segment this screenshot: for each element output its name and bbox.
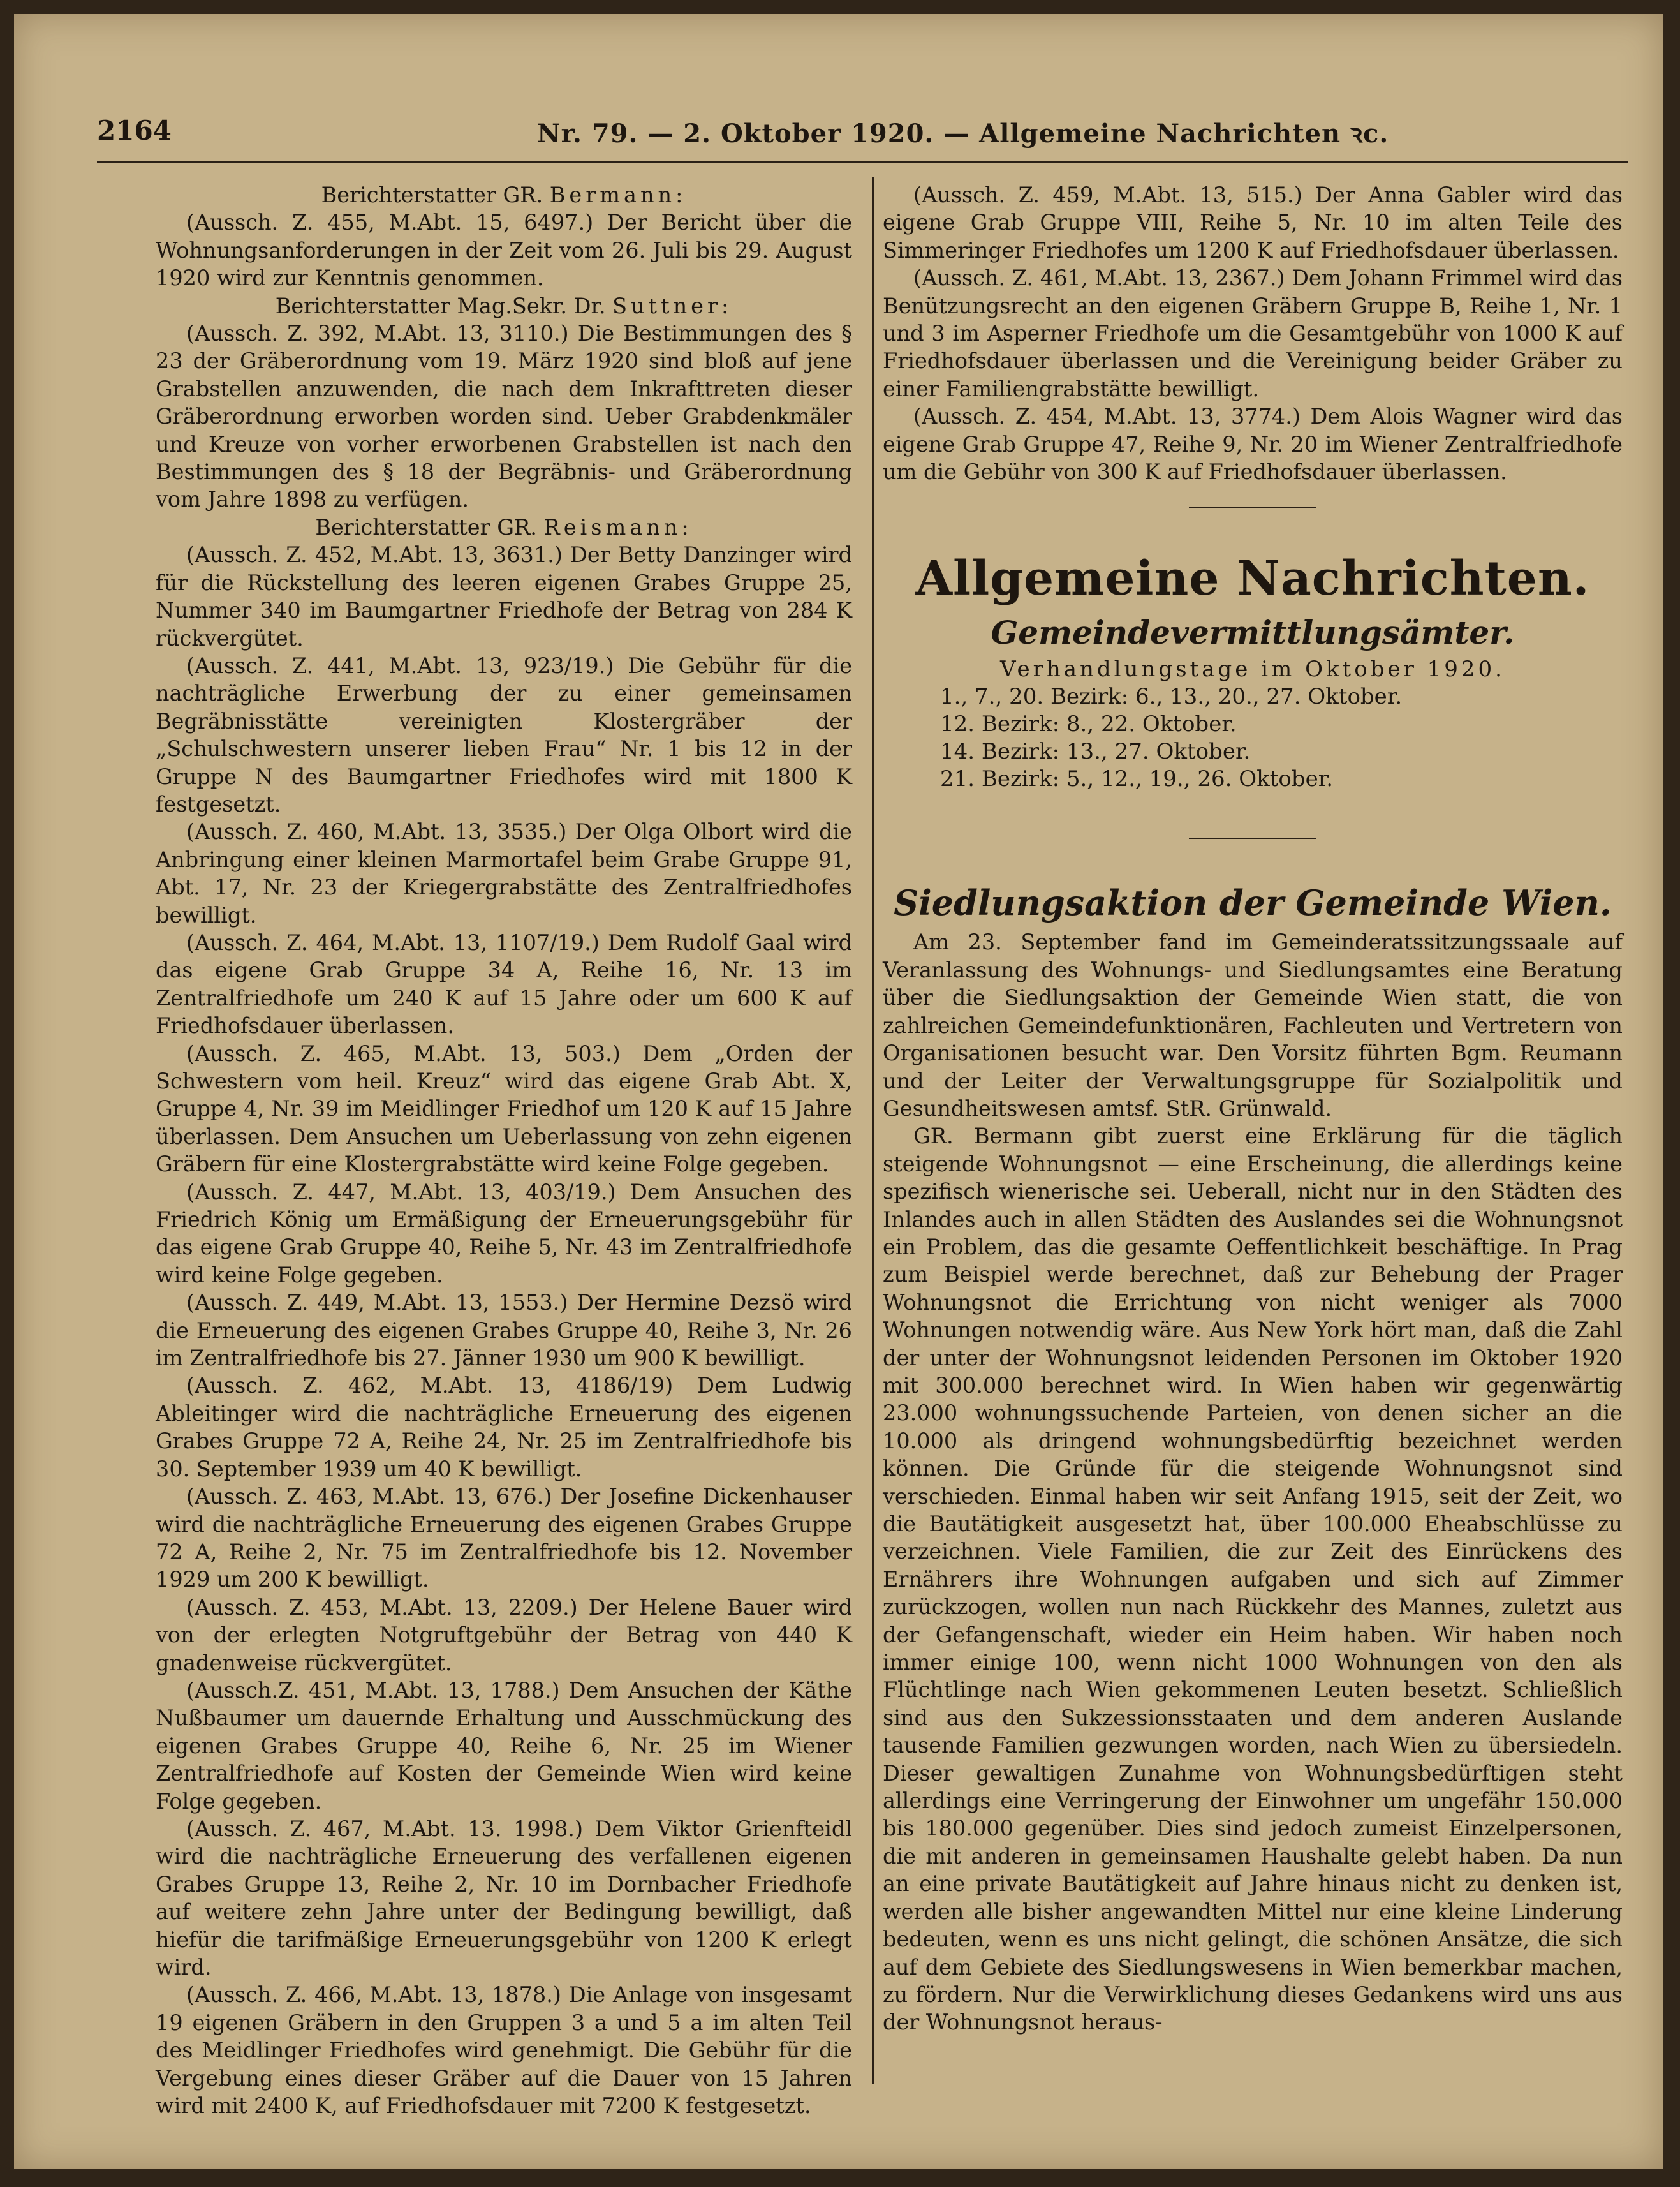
- reporter-name: Bermann:: [549, 182, 687, 207]
- running-title: Nr. 79. — 2. Oktober 1920. — Allgemeine Nachrichten ꝛc.: [537, 119, 1389, 149]
- section-subtitle: Gemeindevermittlungsämter.: [991, 614, 1515, 652]
- column-divider: [872, 177, 874, 2084]
- resolution-paragraph: (Aussch. Z. 467, M.Abt. 13. 1998.) Dem Viktor Grienfteidl wird die nachträgliche Erneuerung des verfallenen eigenen Grabes Gruppe 13, Reihe 2, Nr. 10 im Dornbacher Friedhofe auf weitere zehn Jahre unter der Bedingung bewilligt, daß hiefür die tarifmäßige Erneuerungsgebühr von 1200 K erlegt wird.: [156, 1816, 852, 1980]
- right-column-paragraphs: [883, 181, 1623, 486]
- reporter-heading: [156, 181, 852, 209]
- article-paragraph: GR. Bermann gibt zuerst eine Erklärung für die täglich steigende Wohnungsnot — eine Erscheinung, die allerdings keine spezifisch wienerische sei. Ueberall, nicht nur in den Städten des Inlandes auch in allen Städten des Auslandes sei die Wohnungsnot ein Problem, das die gesamte Oeffentlichkeit beschäftige. In Prag zum Beispiel werde berechnet, daß zur Behebung der Prager Wohnungsnot die Errichtung von nicht weniger als 7000 Wohnungen notwendig wäre. Aus New York hört man, daß die Zahl der unter der Wohnungsnot leidenden Personen im Oktober 1920 mit 300.000 berechnet wird. In Wien haben wir gegenwärtig 23.000 wohnungssuchende Parteien, von denen sicher an die 10.000 als dringend wohnungsbedürftig bezeichnet werden können. Die Gründe für die steigende Wohnungsnot sind verschieden. Einmal haben wir seit Anfang 1915, seit der Zeit, wo die Bautätigkeit ausgesetzt hat, über 100.000 Eheabschlüsse zu verzeichnen. Viele Familien, die zur Zeit des Einrückens des Ernährers ihre Wohnungen aufgaben und sich auf Zimmer zurückzogen, wollen nun nach Rückkehr des Mannes, zuletzt aus der Gefangenschaft, wieder ein Heim haben. Wir haben noch immer einige 100, wenn nicht 1000 Wohnungen von den als Flüchtlinge nach Wien gekommenen Leuten besetzt. Schließlich sind aus den Sukzessionsstaaten und dem anderen Auslande tausende Familien gezwungen worden, nach Wien zu übersiedeln. Dieser gewaltigen Zunahme von Wohnungsbedürftigen steht allerdings eine Verringerung der Einwohner um ungefähr 150.000 bis 180.000 gegenüber. Dies sind jedoch zumeist Einzelpersonen, die mit anderen in gemeinsamen Haushalte gelebt haben. Da nun an eine private Bautätigkeit auf Jahre hinaus nicht zu denken ist, werden alle bisher angewandten Mittel nur eine kleine Linderung bedeuten, wenn es uns nicht gelingt, die schönen Ansätze, die sich auf dem Gebiete des Siedlungswesens in Wien bemerkbar machen, zu fördern. Nur die Verwirklichung dieses Gedankens wird uns aus der Wohnungsnot heraus-: [883, 1123, 1623, 2035]
- schedule-item: 12. Bezirk: 8., 22. Oktober.: [940, 711, 1237, 738]
- schedule-list: [883, 683, 1623, 793]
- article-body: [883, 928, 1623, 2036]
- schedule-item: 21. Bezirk: 5., 12., 19., 26. Oktober.: [940, 766, 1334, 792]
- schedule-item: 1., 7., 20. Bezirk: 6., 13., 20., 27. Oktober.: [940, 684, 1403, 710]
- resolution-paragraph: (Aussch. Z. 461, M.Abt. 13, 2367.) Dem Johann Frimmel wird das Benützungsrecht an den eigenen Gräbern Gruppe B, Reihe 1, Nr. 1 und 3 im Asperner Friedhofe um die Gesamtgebühr von 1000 K auf Friedhofsdauer überlassen und die Vereinigung beider Gräber zu einer Familiengrabstätte bewilligt.: [883, 265, 1623, 401]
- resolution-paragraph: (Aussch. Z. 392, M.Abt. 13, 3110.) Die Bestimmungen des § 23 der Gräberordnung vom 19. März 1920 sind bloß auf jene Grabstellen anzuwenden, die nach dem Inkrafttreten dieser Gräberordnung erworben worden sind. Ueber Grabdenkmäler und Kreuze von vorher erworbenen Grabstellen ist nach den Bestimmungen des § 18 der Begräbnis- und Gräberordnung vom Jahre 1898 zu verfügen.: [156, 321, 852, 512]
- header-rule: [97, 161, 1628, 163]
- reporter-name: Reismann:: [543, 514, 693, 540]
- reporter-name: Suttner:: [612, 293, 733, 318]
- resolution-paragraph: (Aussch. Z. 466, M.Abt. 13, 1878.) Die Anlage von insgesamt 19 eigenen Gräbern in den Gruppen 3 a und 5 a im alten Teil des Meidlinger Friedhofes wird genehmigt. Die Gebühr für die Vergebung eines dieser Gräber auf die Dauer von 15 Jahren wird mit 2400 K, auf Friedhofsdauer mit 7200 K festgesetzt.: [156, 1982, 852, 2119]
- article-title: Siedlungsaktion der Gemeinde Wien.: [894, 882, 1612, 924]
- resolution-paragraph: (Aussch. Z. 453, M.Abt. 13, 2209.) Der Helene Bauer wird von der erlegten Notgruftgebühr der Betrag von 440 K gnadenweise rückvergütet.: [156, 1594, 852, 1675]
- schedule-title: Verhandlungstage im Oktober 1920.: [1000, 656, 1505, 683]
- resolution-paragraph: (Aussch. Z. 463, M.Abt. 13, 676.) Der Josefine Dickenhauser wird die nachträgliche Erneuerung des eigenen Grabes Gruppe 72 A, Reihe 2, Nr. 75 im Zentralfriedhofe bis 12. November 1929 um 200 K bewilligt.: [156, 1484, 852, 1592]
- resolution-paragraph: (Aussch. Z. 452, M.Abt. 13, 3631.) Der Betty Danzinger wird für die Rückstellung des leeren eigenen Grabes Gruppe 25, Nummer 340 im Baumgartner Friedhofe der Betrag von 284 K rückvergütet.: [156, 542, 852, 651]
- left-column: [156, 181, 852, 2119]
- resolution-paragraph: (Aussch. Z. 447, M.Abt. 13, 403/19.) Dem Ansuchen des Friedrich König um Ermäßigung der Erneuerungsgebühr für das eigene Grab Gruppe 40, Reihe 5, Nr. 43 im Zentralfriedhofe wird keine Folge gegeben.: [156, 1179, 852, 1287]
- resolution-paragraph: (Aussch.Z. 451, M.Abt. 13, 1788.) Dem Ansuchen der Käthe Nußbaumer um dauernde Erhaltung und Ausschmückung des eigenen Grabes Gruppe 40, Reihe 6, Nr. 25 im Wiener Zentralfriedhofe auf Kosten der Gemeinde Wien wird keine Folge gegeben.: [156, 1677, 852, 1814]
- section-rule: [1189, 507, 1316, 508]
- page-header: [97, 115, 1628, 151]
- schedule-item: 14. Bezirk: 13., 27. Oktober.: [940, 739, 1251, 765]
- page-number: 2164: [97, 115, 172, 146]
- resolution-paragraph: (Aussch. Z. 465, M.Abt. 13, 503.) Dem „Orden der Schwestern vom heil. Kreuz“ wird das eigene Grab Abt. X, Gruppe 4, Nr. 39 im Meidlinger Friedhof um 120 K auf 15 Jahre überlassen. Dem Ansuchen um Ueberlassung von zehn eigenen Gräbern für eine Klostergrabstätte wird keine Folge gegeben.: [156, 1041, 852, 1177]
- section-title: Allgemeine Nachrichten.: [915, 551, 1590, 607]
- resolution-paragraph: (Aussch. Z. 459, M.Abt. 13, 515.) Der Anna Gabler wird das eigene Grab Gruppe VIII, Reihe 5, Nr. 10 im alten Teile des Simmeringer Friedhofes um 1200 K auf Friedhofsdauer überlassen.: [883, 182, 1623, 263]
- resolution-paragraph: (Aussch. Z. 462, M.Abt. 13, 4186/19) Dem Ludwig Ableitinger wird die nachträgliche Erneuerung des eigenen Grabes Gruppe 72 A, Reihe 24, Nr. 25 im Zentralfriedhofe bis 30. September 1939 um 40 K bewilligt.: [156, 1373, 852, 1481]
- reporter-label: Berichterstatter GR.: [315, 514, 544, 540]
- resolution-paragraph: (Aussch. Z. 454, M.Abt. 13, 3774.) Dem Alois Wagner wird das eigene Grab Gruppe 47, Reihe 9, Nr. 20 im Wiener Zentralfriedhofe um die Gebühr von 300 K auf Friedhofsdauer überlassen.: [883, 404, 1623, 485]
- article-rule: [1189, 838, 1316, 839]
- resolution-paragraph: (Aussch. Z. 460, M.Abt. 13, 3535.) Der Olga Olbort wird die Anbringung einer kleinen Marmortafel beim Grabe Gruppe 91, Abt. 17, Nr. 23 der Kriegergrabstätte des Zentralfriedhofes bewilligt.: [156, 819, 852, 928]
- reporter-heading: [156, 292, 852, 320]
- newspaper-page: [14, 14, 1663, 2169]
- resolution-paragraph: (Aussch. Z. 441, M.Abt. 13, 923/19.) Die Gebühr für die nachträgliche Erwerbung der zu einer gemeinsamen Begräbnisstätte vereinigten Klostergräber der „Schulschwestern unserer lieben Frau“ Nr. 1 bis 12 in der Gruppe N des Baumgartner Friedhofes wird mit 1800 K festgesetzt.: [156, 653, 852, 817]
- article-paragraph: Am 23. September fand im Gemeinderatssitzungssaale auf Veranlassung des Wohnungs- und Siedlungsamtes eine Beratung über die Siedlungsaktion der Gemeinde Wien statt, die von zahlreichen Gemeindefunktionären, Fachleuten und Vertretern von Organisationen besucht war. Den Vorsitz führten Bgm. Reumann und der Leiter der Verwaltungsgruppe für Sozialpolitik und Gesundheitswesen amtsf. StR. Grünwald.: [883, 930, 1623, 1121]
- reporter-label: Berichterstatter Mag.Sekr. Dr.: [275, 293, 613, 318]
- reporter-label: Berichterstatter GR.: [321, 182, 550, 207]
- resolution-paragraph: (Aussch. Z. 449, M.Abt. 13, 1553.) Der Hermine Dezsö wird die Erneuerung des eigenen Grabes Gruppe 40, Reihe 3, Nr. 26 im Zentralfriedhofe bis 27. Jänner 1930 um 900 K bewilligt.: [156, 1290, 852, 1371]
- resolution-paragraph: (Aussch. Z. 464, M.Abt. 13, 1107/19.) Dem Rudolf Gaal wird das eigene Grab Gruppe 34 A, Reihe 16, Nr. 13 im Zentralfriedhofe um 240 K auf 15 Jahre oder um 600 K auf Friedhofsdauer überlassen.: [156, 930, 852, 1039]
- right-column: [883, 181, 1623, 2036]
- reporter-heading: [156, 514, 852, 541]
- resolution-paragraph: (Aussch. Z. 455, M.Abt. 15, 6497.) Der Bericht über die Wohnungsanforderungen in der Zeit vom 26. Juli bis 29. August 1920 wird zur Kenntnis genommen.: [156, 210, 852, 291]
